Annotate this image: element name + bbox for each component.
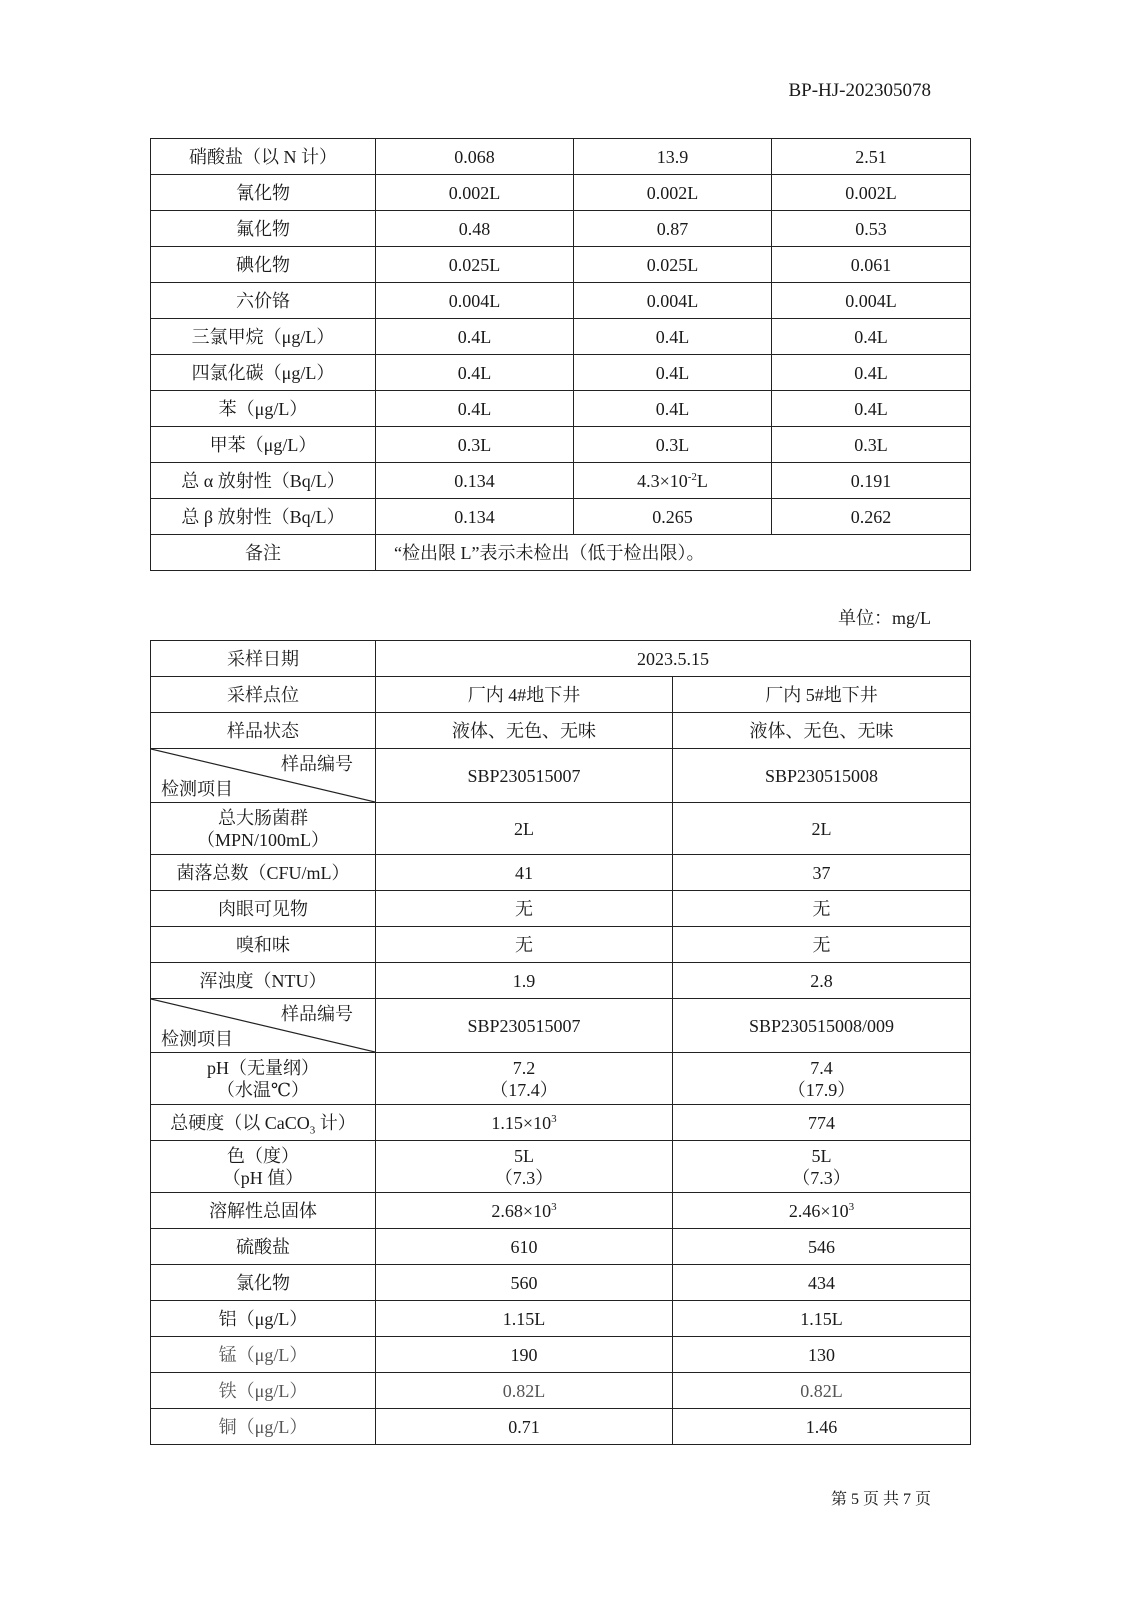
cu-label: 铜（μg/L）: [151, 1409, 376, 1445]
value-1: 0.068: [376, 139, 574, 175]
turbidity-2: 2.8: [673, 963, 971, 999]
sulfate-label: 硫酸盐: [151, 1229, 376, 1265]
table-row: [151, 1265, 971, 1301]
table-row: [151, 1141, 971, 1193]
chloride-label: 氯化物: [151, 1265, 376, 1301]
coliform-label: 总大肠菌群 （MPN/100mL）: [151, 803, 376, 855]
page-number: 第 5 页 共 7 页: [830, 1491, 931, 1508]
table-row: [151, 999, 971, 1053]
value-2: 0.3L: [574, 427, 772, 463]
table-row: [151, 355, 971, 391]
document-id: BP-HJ-202305078: [788, 80, 931, 101]
table-row: [151, 139, 971, 175]
visible-1: 无: [376, 891, 673, 927]
hardness-1: $1.15\times 10^3$: [376, 1105, 673, 1141]
item-label: 四氯化碳（μg/L）: [151, 355, 376, 391]
tds-label: 溶解性总固体: [151, 1193, 376, 1229]
mn-label: 锰（μg/L）: [151, 1337, 376, 1373]
table-row: [151, 963, 971, 999]
al-1: 1.15L: [376, 1301, 673, 1337]
table-row: [151, 463, 971, 499]
table-row: [151, 677, 971, 713]
table-row: [151, 427, 971, 463]
fe-label: 铁（μg/L）: [151, 1373, 376, 1409]
state-label: 样品状态: [151, 713, 376, 749]
item-label: 氟化物: [151, 211, 376, 247]
visible-2: 无: [673, 891, 971, 927]
diag-bottom-label: 检测项目: [161, 1029, 233, 1049]
hardness-2: 774: [673, 1105, 971, 1141]
table-row: [151, 1337, 971, 1373]
chloride-2: 434: [673, 1265, 971, 1301]
mn-1: 190: [376, 1337, 673, 1373]
table-row: [151, 499, 971, 535]
value-1: 0.4L: [376, 319, 574, 355]
value-3: 0.262: [772, 499, 971, 535]
item-label: 总 α 放射性（Bq/L）: [151, 463, 376, 499]
value-3: 2.51: [772, 139, 971, 175]
tds-2: $2.46\times 10^3$: [673, 1193, 971, 1229]
item-label: 总 β 放射性（Bq/L）: [151, 499, 376, 535]
value-1: 0.4L: [376, 391, 574, 427]
table-row: [151, 641, 971, 677]
hardness-label: 总硬度（以 CaCO$_3$ 计）: [151, 1105, 376, 1141]
odor-label: 嗅和味: [151, 927, 376, 963]
al-label: 铝（μg/L）: [151, 1301, 376, 1337]
diag-bottom-label: 检测项目: [161, 779, 233, 799]
value-1: 0.134: [376, 463, 574, 499]
results-table-2: [150, 640, 971, 1445]
state-1: 液体、无色、无味: [376, 713, 673, 749]
table-row: [151, 175, 971, 211]
remark-row: [151, 535, 971, 571]
table-row: [151, 1229, 971, 1265]
unit-label: 单位：mg/L: [838, 608, 931, 628]
table-row: [151, 1373, 971, 1409]
state-2: 液体、无色、无味: [673, 713, 971, 749]
turbidity-label: 浑浊度（NTU）: [151, 963, 376, 999]
mn-2: 130: [673, 1337, 971, 1373]
cu-1: 0.71: [376, 1409, 673, 1445]
item-label: 六价铬: [151, 283, 376, 319]
table-row: [151, 927, 971, 963]
sample-no-a1: SBP230515007: [376, 749, 673, 803]
value-2: 0.4L: [574, 319, 772, 355]
chloride-1: 560: [376, 1265, 673, 1301]
table-row: [151, 1409, 971, 1445]
tds-1: $2.68\times 10^3$: [376, 1193, 673, 1229]
value-1: 0.48: [376, 211, 574, 247]
color-1: 5L （7.3）: [376, 1141, 673, 1193]
color-label: 色（度） （pH 值）: [151, 1141, 376, 1193]
value-3: 0.4L: [772, 391, 971, 427]
table-row: [151, 247, 971, 283]
table-row: [151, 283, 971, 319]
coliform-1: 2L: [376, 803, 673, 855]
table-row: [151, 319, 971, 355]
value-3: 0.4L: [772, 355, 971, 391]
value-2: 0.025L: [574, 247, 772, 283]
value-2: 0.002L: [574, 175, 772, 211]
fe-2: 0.82L: [673, 1373, 971, 1409]
value-2: 0.004L: [574, 283, 772, 319]
remark-label: 备注: [151, 535, 376, 571]
site-2: 厂内 5#地下井: [673, 677, 971, 713]
value-3: 0.004L: [772, 283, 971, 319]
value-3: 0.061: [772, 247, 971, 283]
item-label: 碘化物: [151, 247, 376, 283]
colony-label: 菌落总数（CFU/mL）: [151, 855, 376, 891]
ph-label: pH（无量纲） （水温℃）: [151, 1053, 376, 1105]
sulfate-2: 546: [673, 1229, 971, 1265]
item-label: 氰化物: [151, 175, 376, 211]
value-3: 0.3L: [772, 427, 971, 463]
table-row: [151, 391, 971, 427]
ph-1: 7.2 （17.4）: [376, 1053, 673, 1105]
value-2: 13.9: [574, 139, 772, 175]
remark-text: “检出限 L”表示未检出（低于检出限）。: [376, 535, 971, 571]
table-row: [151, 1053, 971, 1105]
results-table-1: [150, 138, 971, 571]
value-1: 0.134: [376, 499, 574, 535]
value-3: 0.002L: [772, 175, 971, 211]
item-label: 三氯甲烷（μg/L）: [151, 319, 376, 355]
visible-label: 肉眼可见物: [151, 891, 376, 927]
fe-1: 0.82L: [376, 1373, 673, 1409]
odor-2: 无: [673, 927, 971, 963]
value-2: 0.265: [574, 499, 772, 535]
value-1: 0.002L: [376, 175, 574, 211]
sulfate-1: 610: [376, 1229, 673, 1265]
value-2: $4.3\times 10^{-2}L$: [574, 463, 772, 499]
diagonal-header-cell: [151, 749, 376, 803]
table-row: [151, 803, 971, 855]
value-2: 0.4L: [574, 355, 772, 391]
table-row: [151, 1105, 971, 1141]
value-3: 0.191: [772, 463, 971, 499]
diagonal-header-cell: [151, 999, 376, 1053]
table-row: [151, 855, 971, 891]
value-1: 0.004L: [376, 283, 574, 319]
cu-2: 1.46: [673, 1409, 971, 1445]
diag-top-label: 样品编号: [281, 1004, 353, 1024]
item-label: 甲苯（μg/L）: [151, 427, 376, 463]
diag-top-label: 样品编号: [281, 754, 353, 774]
table-row: [151, 211, 971, 247]
table-row: [151, 749, 971, 803]
sampling-date: 2023.5.15: [376, 641, 971, 677]
sample-no-b2: SBP230515008/009: [673, 999, 971, 1053]
site-1: 厂内 4#地下井: [376, 677, 673, 713]
turbidity-1: 1.9: [376, 963, 673, 999]
table-row: [151, 1193, 971, 1229]
table-row: [151, 713, 971, 749]
value-1: 0.025L: [376, 247, 574, 283]
odor-1: 无: [376, 927, 673, 963]
al-2: 1.15L: [673, 1301, 971, 1337]
value-1: 0.4L: [376, 355, 574, 391]
sample-no-a2: SBP230515008: [673, 749, 971, 803]
table-row: [151, 891, 971, 927]
value-3: 0.4L: [772, 319, 971, 355]
value-3: 0.53: [772, 211, 971, 247]
value-1: 0.3L: [376, 427, 574, 463]
colony-2: 37: [673, 855, 971, 891]
sampling-date-label: 采样日期: [151, 641, 376, 677]
table-row: [151, 1301, 971, 1337]
colony-1: 41: [376, 855, 673, 891]
item-label: 苯（μg/L）: [151, 391, 376, 427]
value-2: 0.4L: [574, 391, 772, 427]
site-label: 采样点位: [151, 677, 376, 713]
color-2: 5L （7.3）: [673, 1141, 971, 1193]
value-2: 0.87: [574, 211, 772, 247]
sample-no-b1: SBP230515007: [376, 999, 673, 1053]
item-label: 硝酸盐（以 N 计）: [151, 139, 376, 175]
ph-2: 7.4 （17.9）: [673, 1053, 971, 1105]
coliform-2: 2L: [673, 803, 971, 855]
